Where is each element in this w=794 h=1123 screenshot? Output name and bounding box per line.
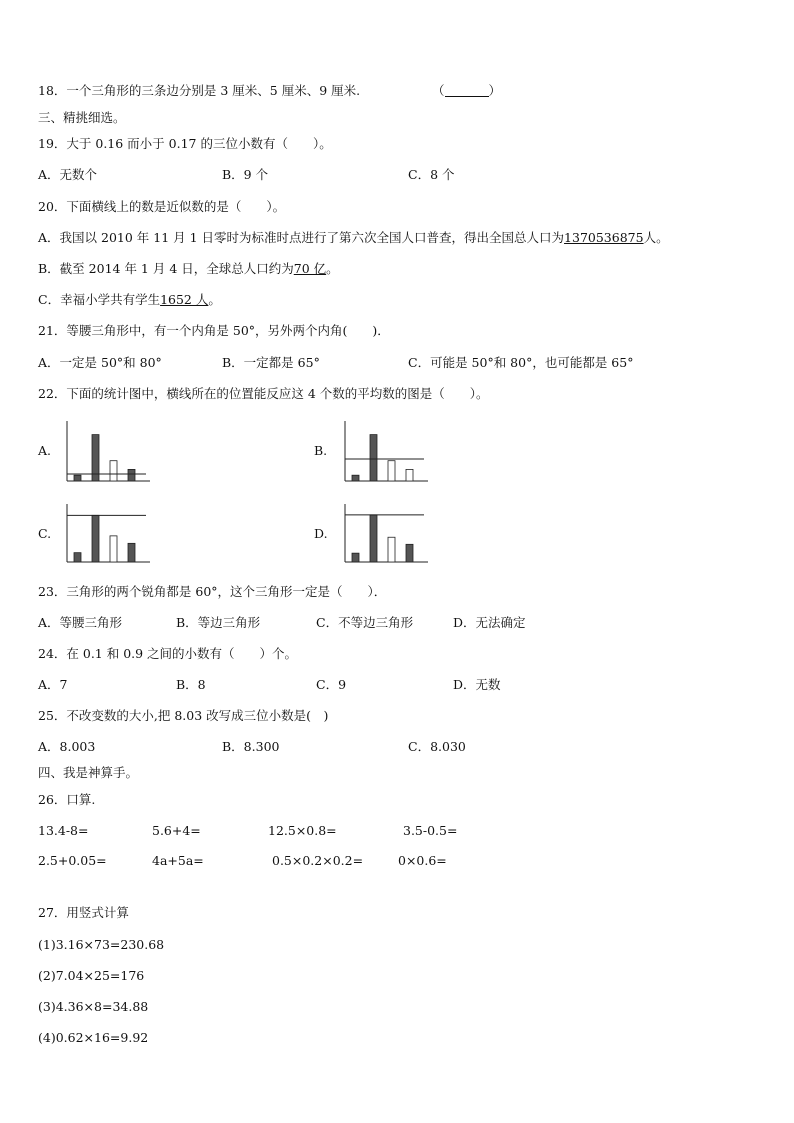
q27-item: (4)0.62×16=9.92 bbox=[38, 1030, 149, 1045]
q23-option-d: D．无法确定 bbox=[453, 615, 526, 630]
q24-option-d: D．无数 bbox=[453, 677, 501, 692]
bar bbox=[352, 475, 359, 481]
q24-option-b: B．8 bbox=[176, 677, 206, 692]
q26-item: 0×0.6= bbox=[398, 853, 447, 868]
bar bbox=[74, 553, 81, 562]
q25-option-b: B．8.300 bbox=[222, 739, 280, 754]
bar bbox=[110, 461, 117, 481]
q24-stem: 24．在 0.1 和 0.9 之间的小数有（ ）个。 bbox=[38, 646, 298, 661]
bar bbox=[110, 536, 117, 562]
q26-item: 4a+5a= bbox=[152, 853, 204, 868]
q19-option-b: B．9 个 bbox=[222, 167, 269, 182]
q26-item: 13.4-8= bbox=[38, 823, 89, 838]
answer-blank[interactable] bbox=[445, 84, 489, 97]
q22-label-a: A. bbox=[38, 443, 52, 458]
q25-option-a: A．8.003 bbox=[38, 739, 96, 754]
chart-d bbox=[340, 503, 430, 565]
bar bbox=[92, 515, 99, 562]
section-4-title: 四、我是神算手。 bbox=[38, 765, 139, 780]
bar bbox=[406, 469, 413, 481]
bar bbox=[352, 553, 359, 562]
q22-label-b: B. bbox=[314, 443, 328, 458]
bar bbox=[74, 475, 81, 481]
q27-item: (1)3.16×73=230.68 bbox=[38, 937, 165, 952]
q19-option-c: C．8 个 bbox=[408, 167, 455, 182]
q26-item: 0.5×0.2×0.2= bbox=[272, 853, 364, 868]
bar bbox=[370, 435, 377, 481]
q21-option-c: C．可能是 50°和 80°，也可能都是 65° bbox=[408, 355, 634, 370]
q21-stem: 21．等腰三角形中，有一个内角是 50°，另外两个内角( )． bbox=[38, 323, 390, 338]
q20-b-number: 70 亿 bbox=[293, 261, 327, 276]
q21-option-a: A．一定是 50°和 80° bbox=[38, 355, 162, 370]
section-3-title: 三、精挑细选。 bbox=[38, 110, 126, 125]
q23-stem: 23．三角形的两个锐角都是 60°，这个三角形一定是（ ）． bbox=[38, 584, 387, 599]
q24-option-c: C．9 bbox=[316, 677, 347, 692]
q19-stem: 19．大于 0.16 而小于 0.17 的三位小数有（ ）。 bbox=[38, 136, 332, 151]
q26-item: 2.5+0.05= bbox=[38, 853, 107, 868]
q20-option-b: B．截至 2014 年 1 月 4 日，全球总人口约为70 亿。 bbox=[38, 261, 339, 276]
chart-b bbox=[340, 420, 430, 484]
q18-answer-blank: （ ） bbox=[432, 83, 502, 98]
bar bbox=[370, 515, 377, 562]
bar bbox=[388, 461, 395, 481]
q24-option-a: A．7 bbox=[38, 677, 68, 692]
bar bbox=[388, 537, 395, 562]
q20-a-number: 1370536875 bbox=[564, 230, 644, 245]
q26-stem: 26．口算. bbox=[38, 792, 96, 807]
q20-option-c: C．幸福小学共有学生1652 人。 bbox=[38, 292, 221, 307]
bar bbox=[406, 544, 413, 562]
q26-item: 12.5×0.8= bbox=[268, 823, 337, 838]
q23-option-b: B．等边三角形 bbox=[176, 615, 261, 630]
q27-stem: 27．用竖式计算 bbox=[38, 905, 129, 920]
q23-option-a: A．等腰三角形 bbox=[38, 615, 123, 630]
chart-c bbox=[62, 503, 152, 565]
q27-item: (3)4.36×8=34.88 bbox=[38, 999, 149, 1014]
q23-option-c: C．不等边三角形 bbox=[316, 615, 414, 630]
q21-option-b: B．一定都是 65° bbox=[222, 355, 320, 370]
bar bbox=[128, 543, 135, 562]
q18-line bbox=[38, 83, 360, 99]
q22-label-c: C. bbox=[38, 526, 52, 541]
q26-item: 5.6+4= bbox=[152, 823, 201, 838]
q20-c-number: 1652 人 bbox=[160, 292, 209, 307]
q20-stem: 20．下面横线上的数是近似数的是（ ）。 bbox=[38, 199, 286, 214]
chart-a bbox=[62, 420, 152, 484]
q18-text: 18．一个三角形的三条边分别是 3 厘米、5 厘米、9 厘米. bbox=[38, 83, 361, 98]
q25-stem: 25．不改变数的大小,把 8.03 改写成三位小数是( ) bbox=[38, 708, 329, 723]
q20-option-a: A．我国以 2010 年 11 月 1 日零时为标准时点进行了第六次全国人口普查，得出全国总人口为1370536875人。 bbox=[38, 230, 669, 245]
q19-option-a: A．无数个 bbox=[38, 167, 98, 182]
q22-label-d: D. bbox=[314, 526, 328, 541]
q26-item: 3.5-0.5= bbox=[403, 823, 458, 838]
q25-option-c: C．8.030 bbox=[408, 739, 466, 754]
q27-item: (2)7.04×25=176 bbox=[38, 968, 145, 983]
bar bbox=[128, 469, 135, 481]
q22-stem: 22．下面的统计图中，横线所在的位置能反应这 4 个数的平均数的图是（ ）。 bbox=[38, 386, 489, 401]
